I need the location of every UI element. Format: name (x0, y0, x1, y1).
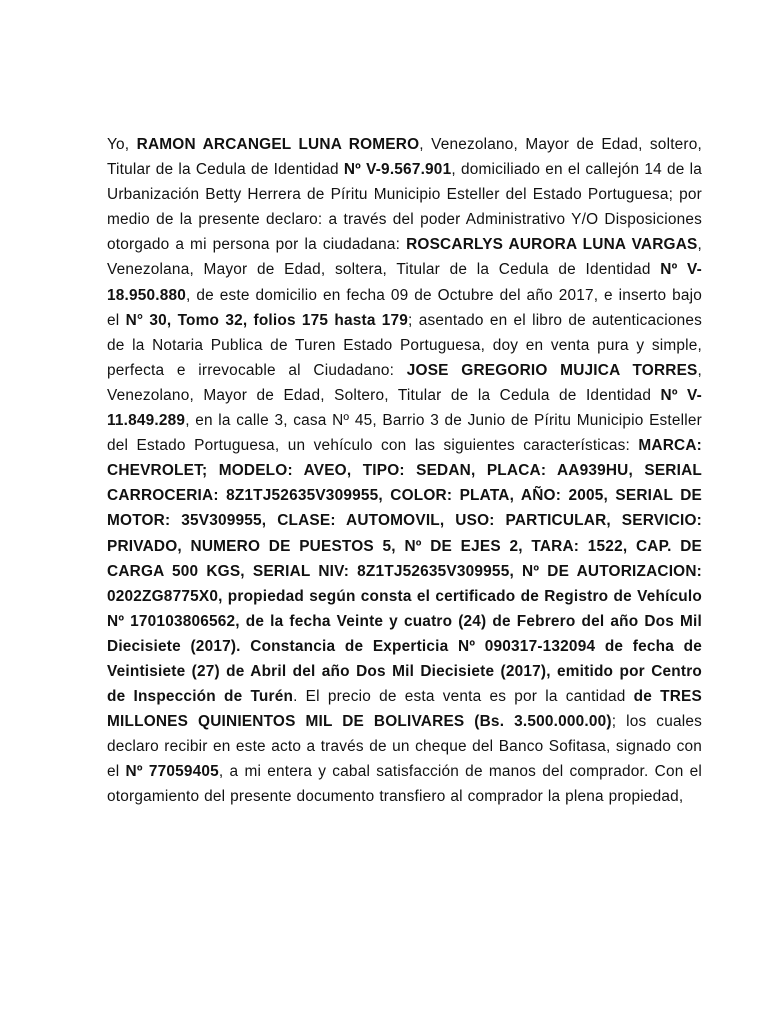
grantor-name: ROSCARLYS AURORA LUNA VARGAS (406, 236, 698, 254)
text-segment: ; los cuales declaro recibir en este acto a través de un cheque del Banco Sofitasa, signado con el (107, 713, 702, 781)
document-paragraph (107, 132, 702, 810)
buyer-id-number: Nº V-11.849.289 (107, 386, 702, 430)
buyer-name: JOSE GREGORIO MUJICA TORRES (406, 361, 698, 379)
sale-price: de TRES MILLONES QUINIENTOS MIL DE BOLIVARES (Bs. 3.500.000.00) (107, 688, 702, 731)
seller-id-number: Nº V-9.567.901 (343, 161, 452, 179)
seller-name: RAMON ARCANGEL LUNA ROMERO (136, 136, 420, 153)
text-segment: , Venezolana, Mayor de Edad, soltera, Titular de la Cedula de Identidad (107, 236, 702, 279)
text-segment: , en la calle 3, casa Nº 45, Barrio 3 de Junio de Píritu Municipio Esteller del Estado Portuguesa, un vehículo con las siguientes características: (107, 412, 702, 455)
text-segment: ; asentado en el libro de autenticaciones de la Notaria Publica de Turen Estado Portuguesa, doy en venta pura y simple, perfecta e irrevocable al Ciudadano: (107, 311, 702, 379)
grantor-id-number: Nº V-18.950.880 (107, 261, 702, 304)
text-segment: . El precio de esta venta es por la cantidad (293, 688, 634, 706)
text-segment: , a mi entera y cabal satisfacción de manos del comprador. Con el otorgamiento del presente documento transfiero al comprador la plena propiedad, (107, 763, 702, 806)
vehicle-characteristics: MARCA: CHEVROLET; MODELO: AVEO, TIPO: SEDAN, PLACA: AA939HU, SERIAL CARROCERIA: 8Z1TJ52635V309955, COLOR: PLATA, AÑO: 2005, SERIAL DE MOTOR: 35V309955, CLASE: AUTOMOVIL, USO: PARTICULAR, SERVICIO: PRIVADO, NUMERO DE PUESTOS 5, Nº DE EJES 2, TARA: 1522, CAP. DE CARGA 500 KGS, SERIAL NIV: 8Z1TJ52635V309955, Nº DE AUTORIZACION: 0202ZG8775X0, propiedad según consta el certificado de Registro de Vehículo Nº 170103806562, de la fecha Veinte y cuatro (24) de Febrero del año Dos Mil Diecisiete (2017). Constancia de Experticia Nº 090317-132094 de fecha de Veintisiete (27) de Abril del año Dos Mil Diecisiete (2017), emitido por Centro de Inspección de Turén (107, 437, 702, 706)
text-segment: , de este domicilio en fecha 09 de Octubre del año 2017, e inserto bajo el (107, 286, 702, 329)
text-segment: Yo, (107, 136, 137, 153)
cheque-number: Nº 77059405 (125, 763, 219, 781)
registry-reference: N° 30, Tomo 32, folios 175 hasta 179 (125, 311, 409, 329)
text-segment: , Venezolano, Mayor de Edad, soltero, Titular de la Cedula de Identidad (107, 136, 702, 179)
text-segment: , Venezolano, Mayor de Edad, Soltero, Titular de la Cedula de Identidad (107, 361, 702, 404)
text-segment: , domiciliado en el callejón 14 de la Urbanización Betty Herrera de Píritu Municipio Esteller del Estado Portuguesa; por medio de la presente declaro: a través del poder Administrativo Y/O Disposiciones otorgado a mi persona por la ciudadana: (107, 161, 702, 254)
